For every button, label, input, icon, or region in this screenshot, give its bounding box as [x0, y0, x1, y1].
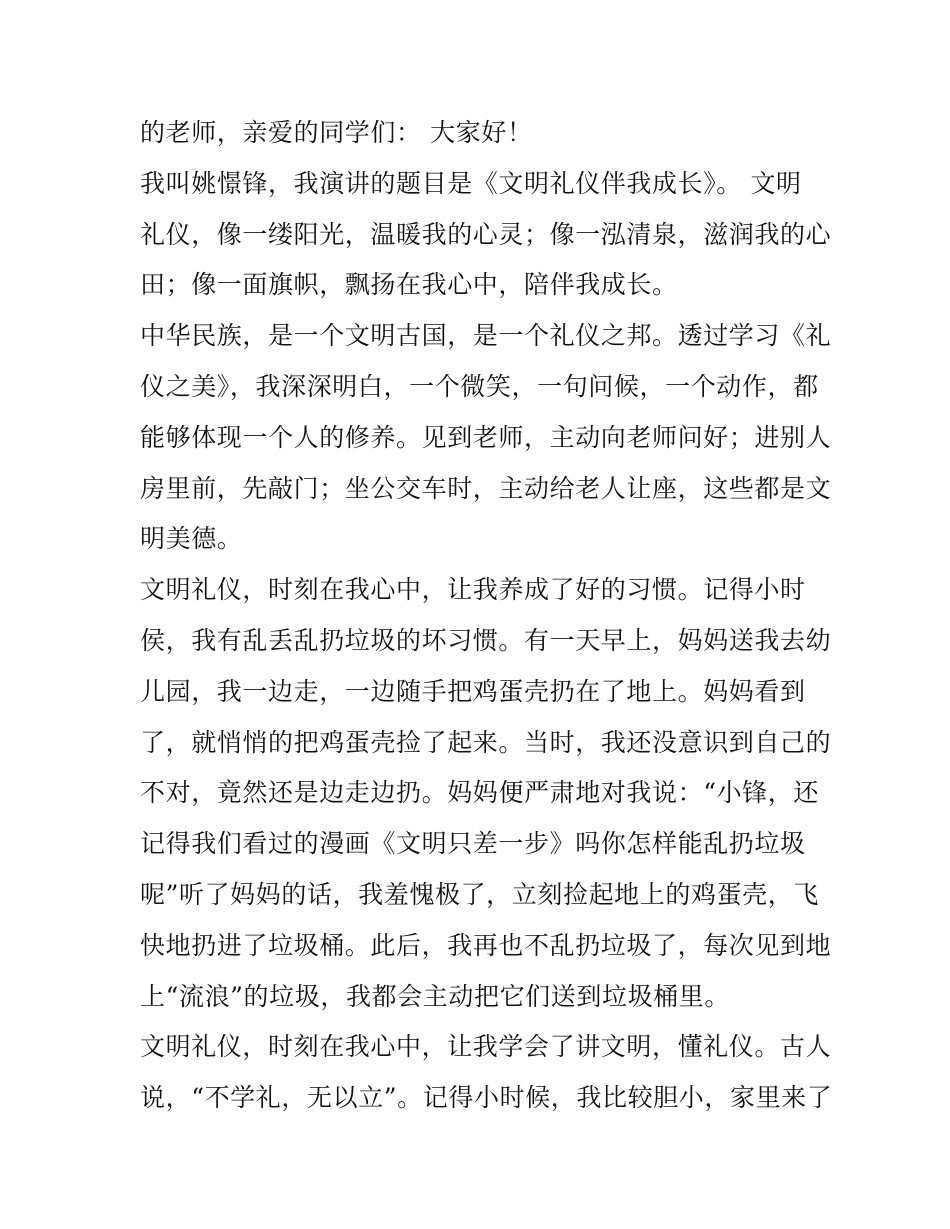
text-line: 田；像一面旗帜，飘扬在我心中，陪伴我成长。	[140, 270, 678, 300]
text-line: 说，“不学礼，无以立”。记得小时候，我比较胆小，家里来了	[140, 1083, 833, 1113]
text-line: 文明礼仪，时刻在我心中，让我学会了讲文明，懂礼仪。古人	[140, 1032, 832, 1062]
text-line: 不对，竟然还是边走边扔。妈妈便严肃地对我说：“小锋，还	[140, 778, 819, 808]
text-line: 礼仪，像一缕阳光，温暖我的心灵；像一泓清泉，滋润我的心	[140, 219, 832, 249]
text-line: 记得我们看过的漫画《文明只差一步》吗你怎样能乱扔垃圾	[140, 829, 806, 859]
text-line: 侯，我有乱丢乱扔垃圾的坏习惯。有一天早上，妈妈送我去幼	[140, 625, 832, 655]
text-line: 我叫姚憬锋，我演讲的题目是《文明礼仪伴我成长》。 文明	[140, 168, 802, 198]
speech-text-body	[140, 108, 833, 1124]
text-line: 上“流浪”的垃圾，我都会主动把它们送到垃圾桶里。	[140, 981, 730, 1011]
text-line: 中华民族，是一个文明古国，是一个礼仪之邦。透过学习《礼	[140, 321, 832, 351]
text-line: 文明礼仪，时刻在我心中，让我养成了好的习惯。记得小时	[140, 575, 806, 605]
text-line: 仪之美》，我深深明白，一个微笑，一句问候，一个动作，都	[140, 371, 819, 401]
text-line: 快地扔进了垃圾桶。此后，我再也不乱扔垃圾了，每次见到地	[140, 930, 832, 960]
text-line: 儿园，我一边走，一边随手把鸡蛋壳扔在了地上。妈妈看到	[140, 676, 806, 706]
text-line: 房里前，先敲门；坐公交车时，主动给老人让座，这些都是文	[140, 473, 832, 503]
text-line: 的老师，亲爱的同学们： 大家好！	[140, 118, 533, 147]
text-line: 明美德。	[140, 524, 243, 554]
text-line: 呢”听了妈妈的话，我羞愧极了，立刻捡起地上的鸡蛋壳，飞	[140, 879, 819, 909]
text-line: 能够体现一个人的修养。见到老师，主动向老师问好；进别人	[140, 422, 832, 452]
text-line: 了，就悄悄的把鸡蛋壳捡了起来。当时，我还没意识到自己的	[140, 727, 832, 757]
